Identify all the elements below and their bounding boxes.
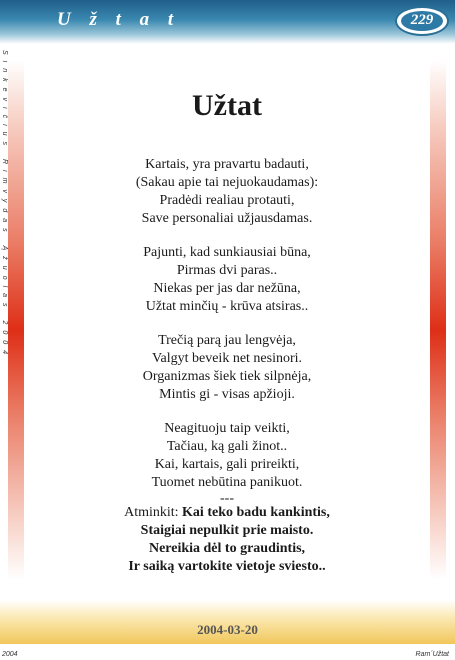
page-number: 229 xyxy=(410,12,434,28)
poem-stanzas xyxy=(30,156,424,576)
final-line-1 xyxy=(30,504,424,522)
poem-line: Kai, kartais, gali prireikti, xyxy=(154,457,300,472)
poem-line: Pradėdi realiau protauti, xyxy=(159,193,295,208)
corner-signature: Ram´Užtat xyxy=(415,651,449,658)
poem-line: Kartais, yra pravartu badauti, xyxy=(145,157,309,172)
final-lead: Atminkit: xyxy=(124,505,183,520)
header-title: U ž t a t xyxy=(57,9,181,30)
stanza-3 xyxy=(30,332,424,404)
poem-line: Užtat minčių - krūva atsiras.. xyxy=(145,299,309,314)
stanza-1 xyxy=(30,156,424,228)
footer-band xyxy=(0,600,455,644)
poem-line: Trečią parą jau lengvėja, xyxy=(158,333,296,348)
poem-line: Tačiau, ką gali žinot.. xyxy=(166,439,288,454)
poem-line: Valgyt beveik net nesinori. xyxy=(151,351,303,366)
final-line-text: Kai teko badu kankintis, xyxy=(182,505,330,520)
stanza-separator: --- xyxy=(220,491,234,506)
footer-date: 2004-03-20 xyxy=(197,622,258,637)
poem-line: Organizmas šiek tiek silpnėja, xyxy=(142,369,312,384)
poem-line: (Sakau apie tai nejuokaudamas): xyxy=(135,175,319,190)
poem-line: Pirmas dvi paras.. xyxy=(176,263,278,278)
poem-title: Užtat xyxy=(192,89,262,122)
stanza-4 xyxy=(30,420,424,492)
final-line: Ir saiką vartokite vietoje sviesto.. xyxy=(128,559,326,574)
right-decorative-stripe xyxy=(430,60,446,580)
left-decorative-stripe xyxy=(8,60,24,580)
final-line: Staigiai nepulkit prie maisto. xyxy=(140,523,314,538)
stanza-2 xyxy=(30,244,424,316)
poem-line: Save personaliai užjausdamas. xyxy=(141,211,313,226)
final-stanza xyxy=(30,504,424,576)
poem-line: Niekas per jas dar nežūna, xyxy=(153,281,301,296)
corner-year: 2004 xyxy=(2,651,18,658)
poem-content xyxy=(30,86,424,576)
header-band xyxy=(0,0,455,44)
poem-line: Tuomet nebūtina panikuot. xyxy=(151,475,303,490)
poem-line: Mintis gi - visas apžioji. xyxy=(159,387,295,402)
final-line: Nereikia dėl to graudintis, xyxy=(148,541,306,556)
poem-line: Pajunti, kad sunkiausiai būna, xyxy=(143,245,311,260)
page-number-badge xyxy=(395,6,449,36)
side-series-text xyxy=(0,50,8,650)
side-series-label: Sinkevičius Rimvydas Ąžuolas 2004 xyxy=(1,50,8,361)
poem-line: Neagituoju taip veikti, xyxy=(164,421,290,436)
page-number-badge-inner xyxy=(401,11,443,31)
